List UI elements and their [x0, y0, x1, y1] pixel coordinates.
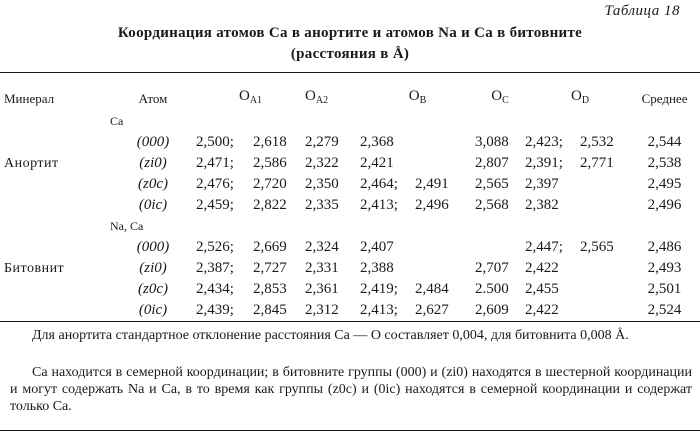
- ob-value: 2,421: [360, 155, 394, 171]
- table-row: [4, 153, 694, 174]
- ob-value: 2,388: [360, 260, 394, 276]
- od-value: 2,382: [525, 197, 559, 213]
- oc-value: 2,568: [475, 197, 509, 213]
- od-second-value: [580, 279, 635, 300]
- oa2-value: 2,350: [305, 176, 339, 192]
- mineral-empty: [4, 237, 110, 258]
- mineral-empty: [4, 132, 110, 153]
- mineral-empty: [4, 174, 110, 195]
- oc-value: [475, 237, 525, 258]
- oa1-value: 2,471;: [196, 155, 234, 171]
- header-od: $O_D$: [571, 88, 590, 106]
- average-value: 2,544: [647, 134, 682, 150]
- oa2-value: 2,324: [305, 239, 339, 255]
- average-value: 2,524: [647, 302, 682, 318]
- table-row: [4, 300, 694, 321]
- top-rule: [0, 72, 700, 73]
- empty-cell: [253, 216, 305, 237]
- table-row: [4, 279, 694, 300]
- table-row: [4, 174, 694, 195]
- table-row: [4, 237, 694, 258]
- note-coordination: Ca находится в семерной координации; в битовните группы (000) и (zi0) находятся в шестерной координации и могут содержать Na и Ca, в то время как группы (z0c) и (0ic) находятся в семерной координации и содержат только Ca.: [10, 365, 692, 414]
- oa1-value: 2,439;: [196, 302, 234, 318]
- empty-cell: [305, 111, 360, 132]
- ion-label: Na, Ca: [110, 219, 144, 233]
- oa1-value: 2,500;: [196, 134, 234, 150]
- ion-label: Ca: [110, 114, 124, 128]
- od-value: 2,447;: [525, 239, 563, 255]
- average-value: 2,496: [647, 197, 682, 213]
- group-cell: (z0c): [138, 176, 168, 192]
- od-value: 2,455: [525, 281, 559, 297]
- oc-value: 3,088: [475, 134, 509, 150]
- oa1-value: 2,434;: [196, 281, 234, 297]
- group-cell: (z0c): [138, 281, 168, 297]
- od-value: 2,397: [525, 176, 559, 192]
- ob-second-value: 2,491: [415, 176, 449, 192]
- average-value: 2,486: [647, 239, 682, 255]
- empty-cell: [635, 111, 694, 132]
- oa1-value: 2,526;: [196, 239, 234, 255]
- empty-cell: [635, 216, 694, 237]
- ob-second-value: [415, 258, 475, 279]
- average-value: 2,493: [647, 260, 682, 276]
- oa1-second-value: 2,720: [253, 176, 287, 192]
- ob-value: 2,413;: [360, 197, 398, 213]
- oc-value: 2,609: [475, 302, 509, 318]
- ion-row: [4, 111, 694, 132]
- oc-value: 2,807: [475, 155, 509, 171]
- mineral-empty: [4, 279, 110, 300]
- ob-value: 2,407: [360, 239, 394, 255]
- ob-second-value: [415, 132, 475, 153]
- oa1-second-value: 2,845: [253, 302, 287, 318]
- oc-value: 2.500: [475, 281, 509, 297]
- empty-cell: [525, 111, 580, 132]
- od-second-value: [580, 258, 635, 279]
- group-cell: (zi0): [139, 155, 167, 171]
- oa1-value: 2,459;: [196, 197, 234, 213]
- note-std-deviation: Для анортита стандартное отклонение расстояния Ca — O составляет 0,004, для битовнита 0,008 Å.: [32, 328, 629, 343]
- mineral-name: Анортит: [4, 156, 59, 171]
- table-row: [4, 258, 694, 279]
- ob-value: 2,464;: [360, 176, 398, 192]
- average-value: 2,501: [647, 281, 682, 297]
- empty-cell: [475, 111, 525, 132]
- empty-cell: [475, 216, 525, 237]
- oa2-value: 2,279: [305, 134, 339, 150]
- ob-second-value: [415, 153, 475, 174]
- od-second-value: [580, 174, 635, 195]
- group-cell: (0ic): [138, 302, 168, 318]
- empty-cell: [196, 111, 253, 132]
- empty-cell: [253, 111, 305, 132]
- oc-value: 2,707: [475, 260, 509, 276]
- oa1-value: 2,387;: [196, 260, 234, 276]
- table-row: [4, 195, 694, 216]
- header-mineral: Минерал: [4, 91, 55, 106]
- empty-cell: [580, 111, 635, 132]
- bottom-rule: [0, 321, 700, 322]
- table-row: [4, 132, 694, 153]
- od-second-value: 2,771: [580, 155, 614, 171]
- od-second-value: 2,532: [580, 134, 614, 150]
- oa2-value: 2,335: [305, 197, 339, 213]
- oa1-second-value: 2,669: [253, 239, 287, 255]
- empty-cell: [305, 216, 360, 237]
- page-bottom-rule: [0, 430, 700, 431]
- empty-cell: [360, 216, 415, 237]
- header-atom: Атом: [138, 91, 168, 106]
- group-cell: (000): [136, 239, 170, 255]
- oa1-value: 2,476;: [196, 176, 234, 192]
- spacer-cell: [4, 216, 110, 237]
- od-value: 2,391;: [525, 155, 563, 171]
- header-oc: $O_C$: [491, 88, 509, 106]
- empty-cell: [415, 216, 475, 237]
- coordination-table: [4, 86, 694, 321]
- table-number: Таблица 18: [604, 3, 680, 19]
- ob-second-value: 2,627: [415, 302, 449, 318]
- od-second-value: 2,565: [580, 239, 614, 255]
- header-ob: $O_B$: [408, 88, 427, 106]
- ob-second-value: 2,496: [415, 197, 449, 213]
- oa2-value: 2,331: [305, 260, 339, 276]
- header-average: Среднее: [641, 91, 688, 106]
- empty-cell: [415, 111, 475, 132]
- empty-cell: [580, 216, 635, 237]
- table-title-line1: Координация атомов Ca в анортите и атомов Na и Ca в битовните: [117, 25, 583, 41]
- ob-value: 2,368: [360, 134, 394, 150]
- oa1-second-value: 2,853: [253, 281, 287, 297]
- ob-second-value: [415, 237, 475, 258]
- group-cell: (000): [136, 134, 170, 150]
- empty-cell: [360, 111, 415, 132]
- od-value: 2,422: [525, 302, 559, 318]
- oa1-second-value: 2,586: [253, 155, 287, 171]
- oc-value: 2,565: [475, 176, 509, 192]
- table-title-line2: (расстояния в Å): [290, 46, 410, 62]
- average-value: 2,495: [647, 176, 682, 192]
- oa2-value: 2,322: [305, 155, 339, 171]
- ob-second-value: 2,484: [415, 281, 449, 297]
- ob-value: 2,419;: [360, 281, 398, 297]
- empty-cell: [525, 216, 580, 237]
- header-oa1: $O_{A1}$: [238, 88, 263, 106]
- oa1-second-value: 2,727: [253, 260, 287, 276]
- od-value: 2,422: [525, 260, 559, 276]
- mineral-name: Битовнит: [4, 261, 65, 276]
- od-second-value: [580, 300, 635, 321]
- oa1-second-value: 2,822: [253, 197, 287, 213]
- ob-value: 2,413;: [360, 302, 398, 318]
- ion-row: [4, 216, 694, 237]
- header-oa2: $O_{A2}$: [305, 88, 329, 106]
- oa1-second-value: 2,618: [253, 134, 287, 150]
- od-second-value: [580, 195, 635, 216]
- od-value: 2,423;: [525, 134, 563, 150]
- header-row: [4, 86, 694, 111]
- group-cell: (0ic): [138, 197, 168, 213]
- spacer-cell: [4, 111, 110, 132]
- oa2-value: 2,361: [305, 281, 339, 297]
- mineral-empty: [4, 195, 110, 216]
- average-value: 2,538: [647, 155, 682, 171]
- oa2-value: 2,312: [305, 302, 339, 318]
- mineral-empty: [4, 300, 110, 321]
- empty-cell: [196, 216, 253, 237]
- group-cell: (zi0): [139, 260, 167, 276]
